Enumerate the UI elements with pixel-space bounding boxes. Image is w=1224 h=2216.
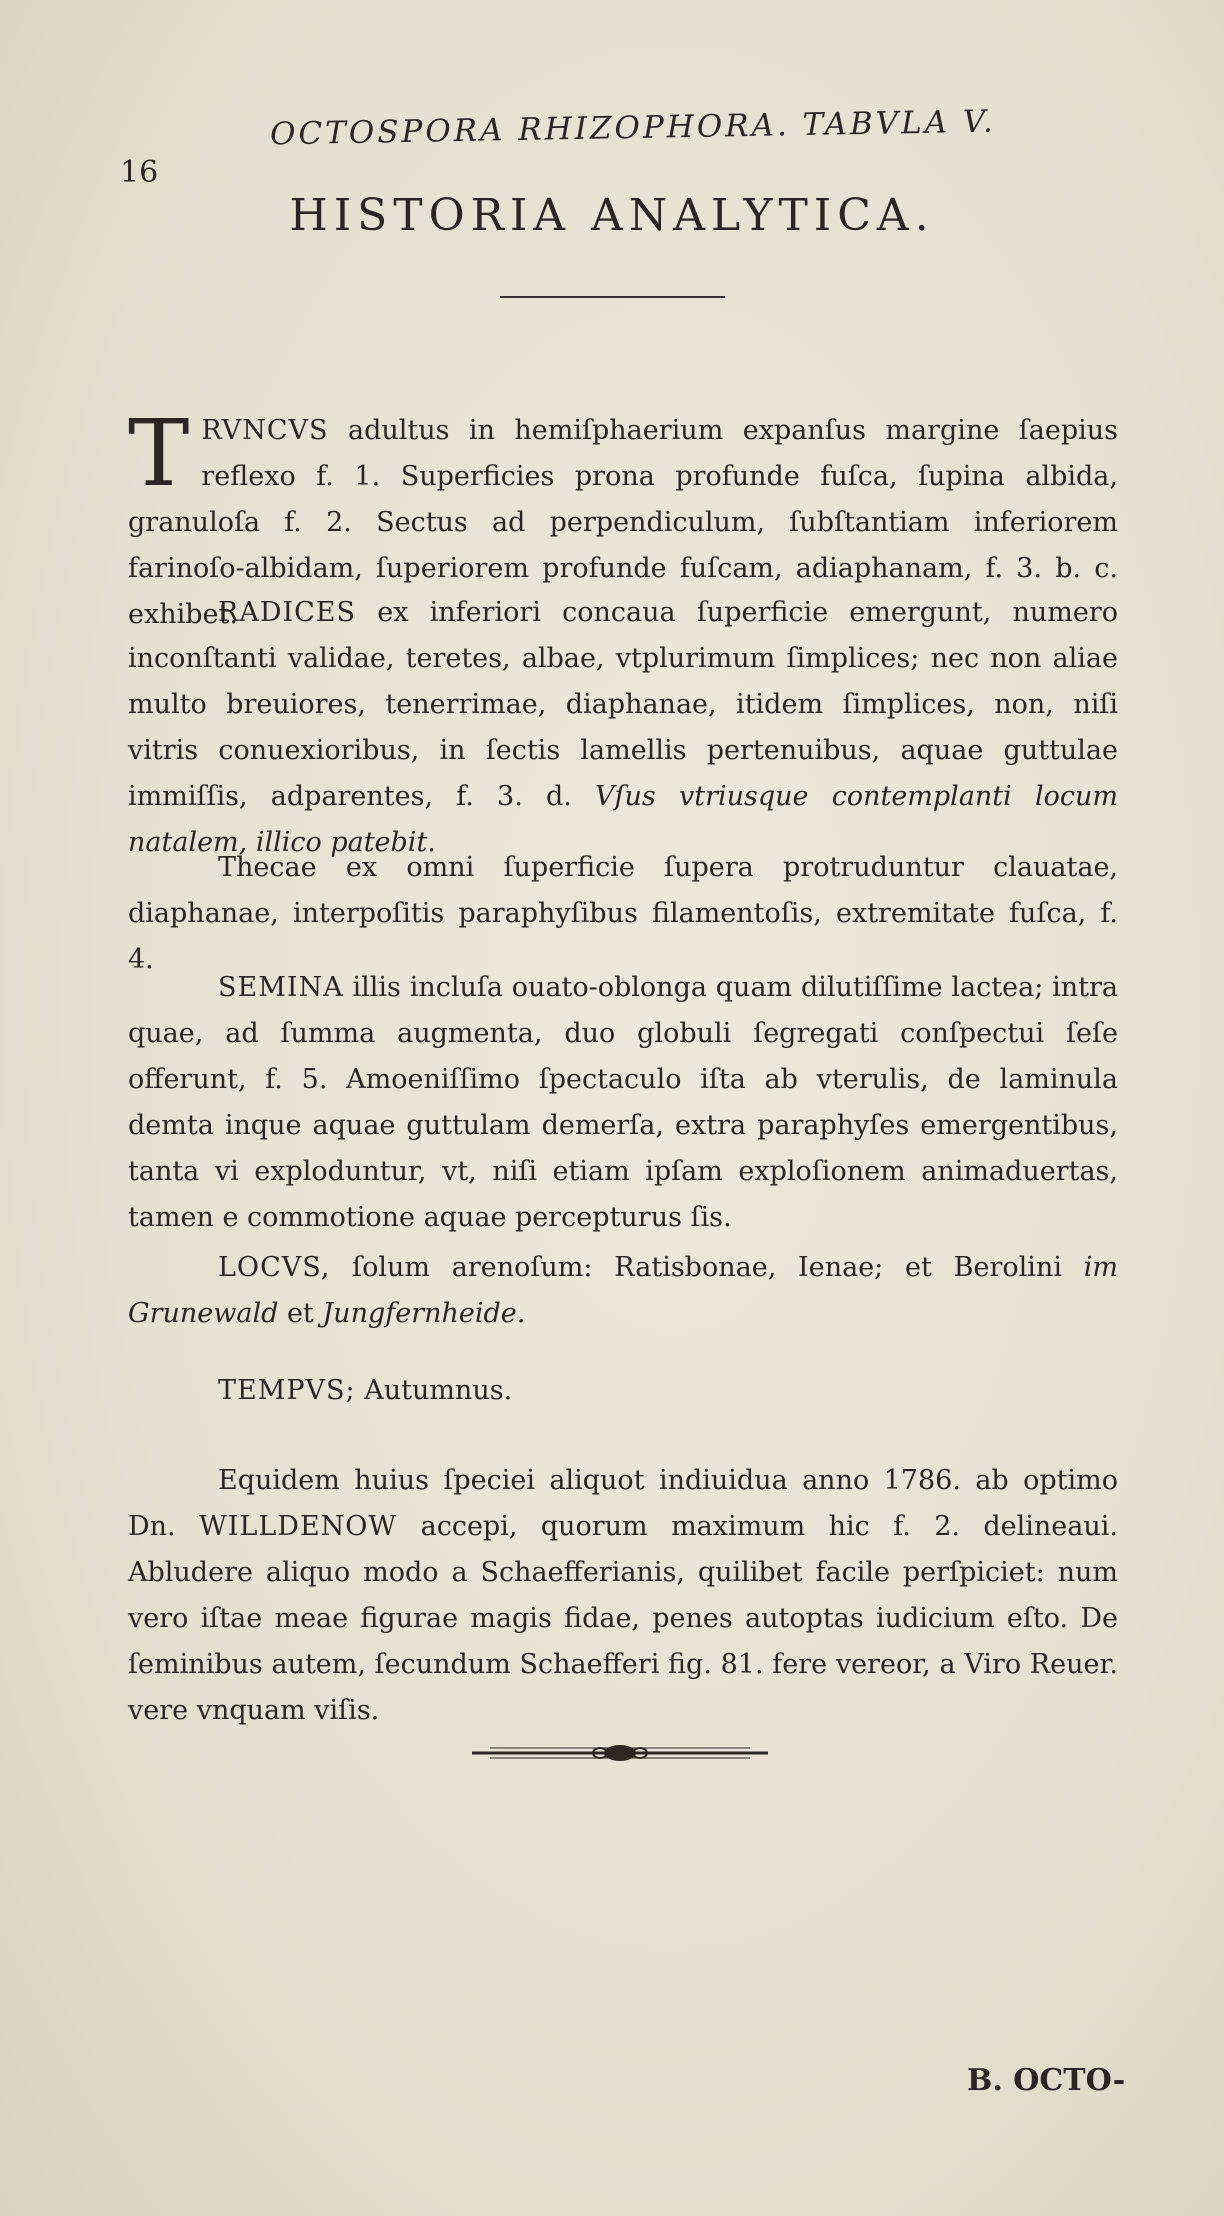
paragraph-text: Thecae ex omni ſuperficie ſupera protruduntur clauatae, diaphanae, interpoſitis paraphyſibus filamentoſis, extremitate fuſca, f. 4.	[128, 852, 1118, 975]
place-name-italic: im Grunewald	[128, 1252, 1118, 1329]
lead-word: SEMINA	[218, 972, 344, 1003]
drop-cap: T	[128, 400, 190, 507]
page-header	[120, 103, 1120, 190]
paragraph-locus	[128, 1245, 1118, 1337]
page-number: 16	[120, 155, 159, 190]
place-name-italic: Jungfernheide.	[322, 1298, 526, 1329]
lead-word: RVNCVS	[201, 415, 329, 446]
paragraph-text: accepi, quorum maximum hic f. 2. delineaui. Abludere aliquo modo a Schaefferianis, quilibet facile perſpiciet: num vero iſtae meae figurae magis fidae, penes autoptas iudicium eſto. De ſeminibus autem, ſecundum Schaefferi fig. 81. fere vereor, a Viro Reuer. vere vnquam viſis.	[128, 1511, 1118, 1726]
connector-text: et	[278, 1298, 323, 1329]
paragraph-equidem	[128, 1458, 1118, 1734]
lead-word: WILLDENOW	[199, 1511, 398, 1542]
paragraph-tempus	[128, 1368, 1118, 1414]
paragraph-text: adultus in hemiſphaerium expanſus margine ſaepius reflexo f. 1. Superficies prona profunde fuſca, ſupina albida, granuloſa f. 2. Sectus ad perpendiculum, ſubſtantiam inferiorem farinoſo-albidam, ſuperiorem profunde fuſcam, adiaphanam, f. 3. b. c. exhibet.	[128, 415, 1118, 630]
running-head: OCTOSPORA RHIZOPHORA. TABVLA V.	[269, 103, 997, 153]
paragraph-text: Autumnus.	[355, 1375, 513, 1406]
lead-word: LOCVS,	[218, 1252, 331, 1283]
lead-word: RADICES	[218, 597, 357, 628]
title-rule	[500, 296, 725, 298]
paragraph-text: ex inferiori concaua ſuperficie emergunt, numero inconſtanti validae, teretes, albae, vtplurimum ſimplices; nec non aliae multo breuiores, tenerrimae, diaphanae, itidem ſimplices, non, niſi vitris conuexioribus, in ſectis lamellis pertenuibus, aquae guttulae immiſſis, adparentes, f. 3. d.	[128, 597, 1118, 812]
paragraph-radices	[128, 590, 1118, 866]
paragraph-semina	[128, 965, 1118, 1241]
italic-sentence: Vſus vtriusque contemplanti locum natalem, illico patebit.	[128, 781, 1118, 858]
ornament-rule	[470, 1742, 770, 1764]
paragraph-text: ſolum arenoſum: Ratisbonae, Ienae; et Berolini	[330, 1252, 1084, 1283]
lead-word: TEMPVS;	[218, 1375, 356, 1406]
paragraph-thecae	[128, 845, 1118, 983]
paragraph-text: Equidem huius ſpeciei aliquot indiuidua anno 1786. ab optimo Dn.	[128, 1465, 1118, 1542]
section-title: HISTORIA ANALYTICA.	[289, 190, 935, 241]
paragraph-text: illis incluſa ouato-oblonga quam dilutiſſime lactea; intra quae, ad ſumma augmenta, duo globuli ſegregati conſpectui ſeſe offerunt, f. 5. Amoeniſſimo ſpectaculo iſta ab vterulis, de laminula demta inque aquae guttulam demerſa, extra paraphyſes emergentibus, tanta vi exploduntur, vt, niſi etiam ipſam exploſionem animaduertas, tamen e commotione aquae percepturus ſis.	[128, 972, 1118, 1233]
catchword: B. OCTO-	[967, 2063, 1126, 2098]
